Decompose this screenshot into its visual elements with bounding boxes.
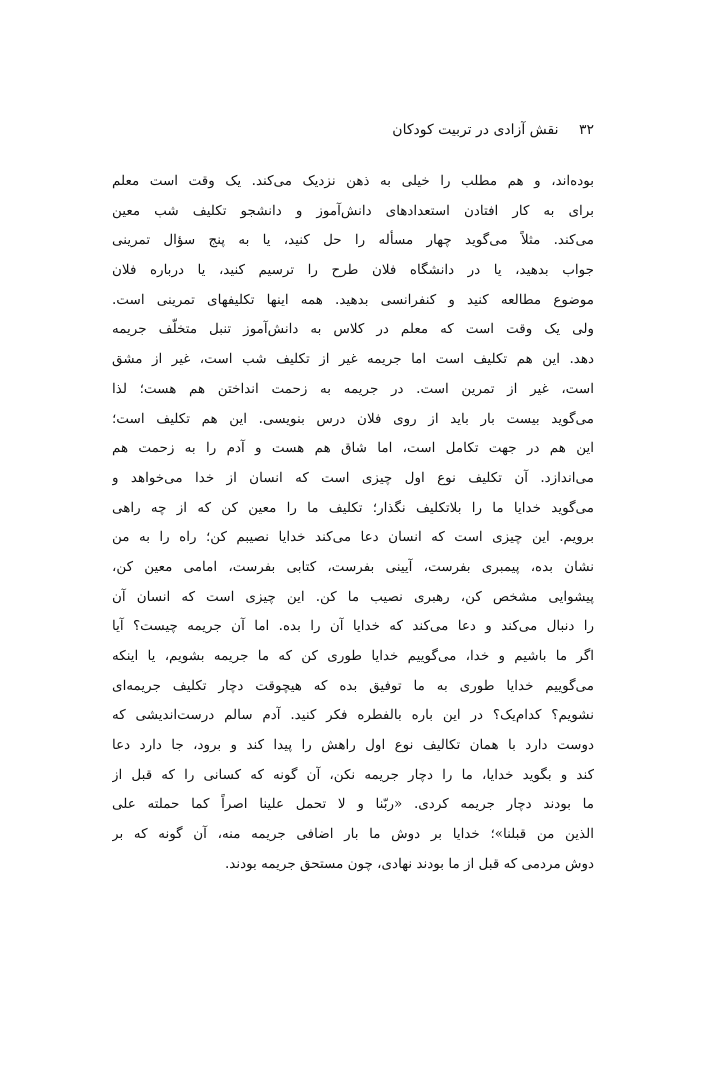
text-line: جواب بدهید، یا در دانشگاه فلان طرح را ترسیم کنید، یا درباره فلان <box>112 262 594 279</box>
text-line: کند و بگوید خدایا، ما را دچار جریمه نکن، آن گونه که کسانی را که قبل از <box>112 766 594 783</box>
text-line: را دنبال می‌کند و دعا می‌کند که خدایا آن را بده. اما آن جریمه چیست؟ آیا <box>112 618 594 635</box>
text-line: بوده‌اند، و هم مطلب را خیلی به ذهن نزدیک می‌کند. یک وقت است معلم <box>112 173 594 189</box>
text-line: می‌گوید خدایا ما را بلاتکلیف نگذار؛ تکلیف ما را معین کن که از چه راهی <box>112 499 594 516</box>
text-line: می‌گوییم خدایا طوری به ما توفیق بده که هیچوقت دچار تکلیف جریمه‌ای <box>112 677 594 694</box>
text-line: موضوع مطالعه کنید و کنفرانسی بدهید. همه اینها تکلیفهای تمرینی است. <box>112 291 594 308</box>
text-line: پیشوایی مشخص کن، رهبری نصیب ما کن. این چیزی است که انسان آن <box>112 588 594 605</box>
text-line: نشویم؟ کدام‌یک؟ در این باره بالفطره فکر کنید. آدم سالم درست‌اندیشی که <box>112 707 594 724</box>
text-line: دوش مردمی که قبل از ما بودند نهادی، چون مستحق جریمه بودند. <box>224 855 594 872</box>
text-line: دهد. این هم تکلیف است اما جریمه غیر از تکلیف شب است، غیر از مشق <box>112 351 594 368</box>
text-line: ما بودند دچار جریمه کردی. «ربّنا و لا تحمل علینا اصراً کما حملته علی <box>112 796 594 813</box>
text-line: اگر ما باشیم و خدا، می‌گوییم خدایا طوری کن که ما جریمه بشویم، یا اینکه <box>112 648 594 664</box>
text-line: می‌کند. مثلاً می‌گوید چهار مسأله را حل کنید، یا به پنج سؤال تمرینی <box>112 232 594 249</box>
body-text <box>112 167 594 880</box>
running-title: نقش آزادی در تربیت کودکان <box>392 122 559 138</box>
text-line: دوست دارد با همان تکالیف نوع اول راهش را پیدا کند و برود، جا دارد دعا <box>112 737 594 754</box>
text-line: ولی یک وقت است که معلم در کلاس به دانش‌آموز تنبل متخلّف جریمه <box>112 321 594 338</box>
text-line: این هم در جهت تکامل است، اما شاق هم هست و آدم را به زحمت هم <box>112 440 594 457</box>
text-line: است، غیر از تمرین است. در جریمه به زحمت انداختن هم هست؛ لذا <box>112 380 594 397</box>
page-header <box>392 120 594 140</box>
page-number: ۳۲ <box>578 122 594 138</box>
text-line: الذین من قبلنا»؛ خدایا بر دوش ما بار اضافی جریمه منه، آن گونه که بر <box>112 826 594 843</box>
text-line: می‌گوید بیست بار باید از روی فلان درس بنویسی. این هم تکلیف است؛ <box>112 410 594 427</box>
text-line: نشان بده، پیمبری بفرست، آیینی بفرست، کتابی بفرست، امامی معین کن، <box>112 558 594 575</box>
text-line: برویم. این چیزی است که انسان دعا می‌کند خدایا نصیبم کن؛ راه را به من <box>112 529 594 546</box>
text-line: برای به کار افتادن استعدادهای دانش‌آموز و دانشجو تکلیف شب معین <box>112 202 594 219</box>
text-line: می‌اندازد. آن تکلیف نوع اول چیزی است که انسان از خدا می‌خواهد و <box>112 469 594 486</box>
